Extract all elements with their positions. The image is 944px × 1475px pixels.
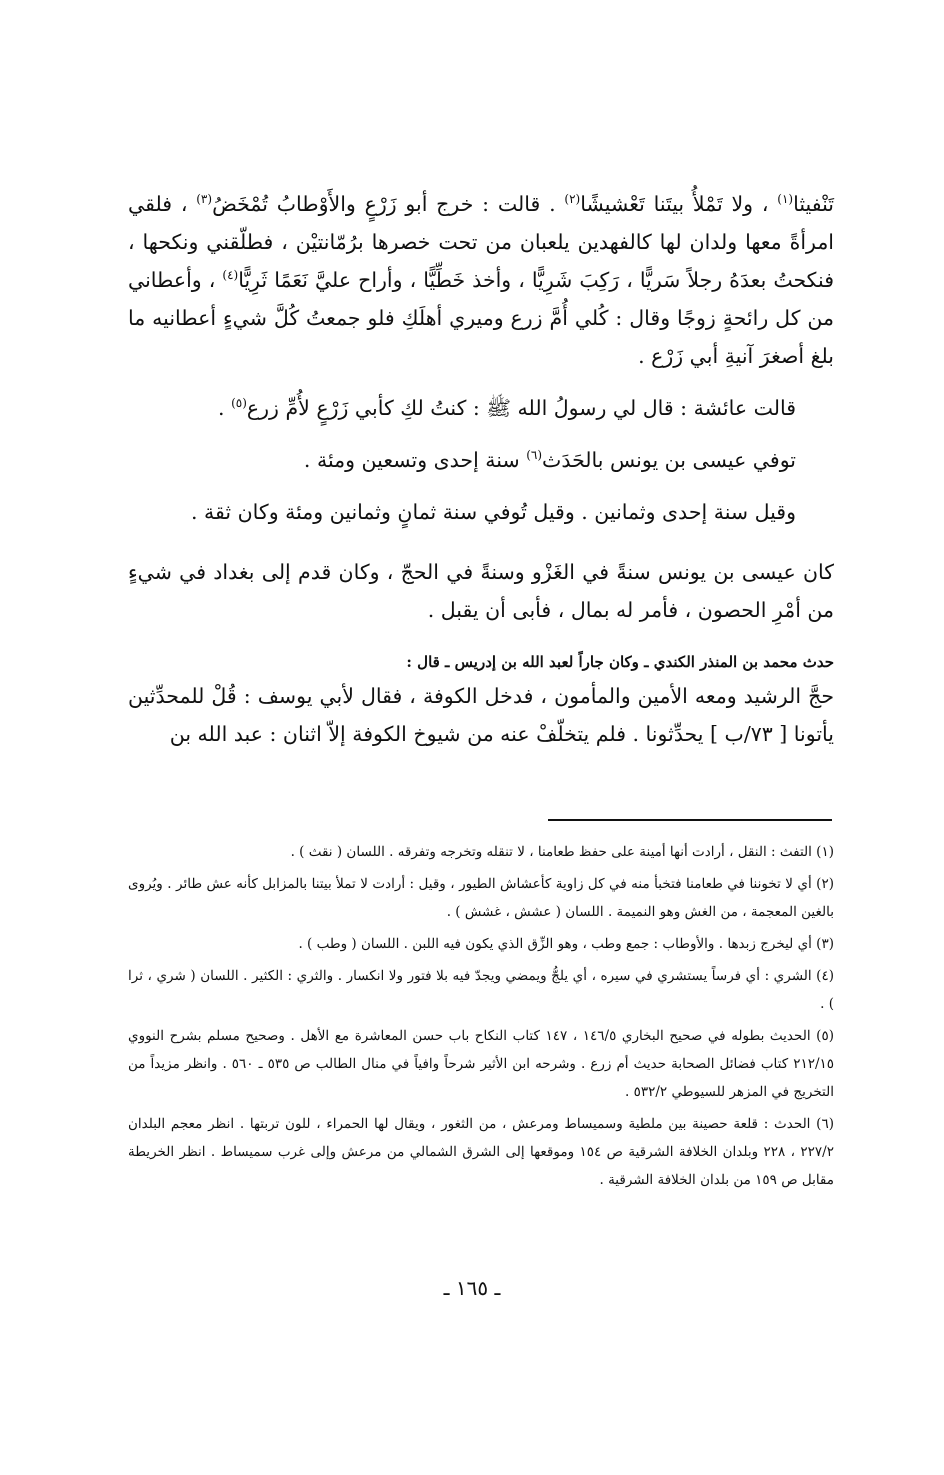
paragraph-um-zar-story [128, 185, 834, 375]
footnote-2: (٢) أي لا تخوننا في طعامنا فتخبأ منه في كل زاوية كأعشاش الطيور ، وقيل : أرادت لا تملأ بيتنا بالمزابل كأنه عش طائر . ويُروى بالغين المعجمة ، من الغش وهو النميمة . اللسان ( عشش ، غشش ) . [128, 876, 834, 920]
text-run: سنة إحدى وتسعين ومئة . [303, 448, 527, 472]
footnote-marker: (٦) [526, 448, 543, 463]
text-run: قالت عائشة : قال لي رسولُ الله ﷺ : كنتُ لكِ كأبي زَرْعٍ لأُمِّ زرع [246, 396, 796, 420]
footnote-divider [548, 819, 832, 821]
text-run: توفي عيسى بن يونس بالحَدَث [542, 448, 796, 472]
paragraph-alternate-dates: وقيل سنة إحدى وثمانين . وقيل تُوفي سنة ثمانٍ وثمانين ومئة وكان ثقة . [191, 500, 796, 524]
paragraph-death-date [128, 441, 796, 479]
footnote-6: (٦) الحدث : قلعة حصينة بين ملطية وسميساط ومرعش ، من الثغور ، ويقال لها الحمراء ، للون تربتها . انظر معجم البلدان ٢٢٧/٢ ، ٢٢٨ وبلدان الخلافة الشرقية ص ١٥٤ وموقعها إلى الشرق الشمالي من مرعش وإلى غرب سميساط . انظر الخريطة مقابل ص ١٥٩ من بلدان الخلافة الشرقية . [128, 1116, 834, 1188]
text-run: . قالت : خرج أبو زَرْعٍ والأَوْطابُ تُمْخَضُ [212, 192, 565, 216]
text-run: تَنْفيثا [793, 192, 834, 216]
paragraph-aisha-quote [128, 389, 796, 427]
text-run: ، وأعطاني من كل رائحةٍ زوجًا وقال : كُلي أُمَّ زرع وميري أهلَكِ فلو جمعتُ كُلَّ شيءٍ أعطانيه ما بلغ أصغرَ آنيةِ أبي زَرْع . [128, 268, 834, 368]
paragraph-isa-biography: كان عيسى بن يونس سنةً في الغَزْو وسنةً في الحجّ ، وكان قدم إلى بغداد في شيءٍ من أمْرِ الحصون ، فأمر له بمال ، فأبى أن يقبل . [128, 560, 834, 622]
text-run: ، فلقي امرأةً معها ولدان لها كالفهدين يلعبان من تحت خصرها برُمّانتيْن ، فطلّقني ونكحها ، فنكحتُ بعدَهُ رجلاً سَريًّا ، رَكِبَ شَرِيًّا ، وأخذ خَطِّيًّا ، وأراح عليَّ نَعَمًا ثَرِيًّا [128, 192, 834, 292]
footnote-3: (٣) أي ليخرج زبدها . والأوطاب : جمع وطب ، وهو الزِّق الذي يكون فيه اللبن . اللسان ( وطب ) . [298, 936, 834, 952]
paragraph-rashid-pilgrimage: حجَّ الرشيد ومعه الأمين والمأمون ، فدخل الكوفة ، فقال لأبي يوسف : قُلْ للمحدِّثين يأتونا [ ٧٣/ب ] يحدِّثونا . فلم يتخلّفْ عنه من شيوخ الكوفة إلاّ اثنان : عبد الله بن [128, 684, 834, 746]
footnote-marker: (١) [777, 192, 794, 207]
narrator-line: حدث محمد بن المنذر الكندي ـ وكان جاراً لعبد الله بن إدريس ـ قال : [406, 653, 834, 671]
footnotes [128, 838, 834, 1198]
footnote-1: (١) التفث : النقل ، أرادت أنها أمينة على حفظ طعامنا ، لا تنقله وتخرجه وتفرقه . اللسان ( نقث ) . [290, 844, 834, 860]
text-run: ، ولا تَمْلأُ بيتَنا تَعْشيشًا [580, 192, 778, 216]
footnote-5: (٥) الحديث بطوله في صحيح البخاري ١٤٦/٥ ، ١٤٧ كتاب النكاح باب حسن المعاشرة مع الأهل . وصحيح مسلم بشرح النووي ٢١٢/١٥ كتاب فضائل الصحابة حديث أم زرع . وشرحه ابن الأثير شرحاً وافياً في منال الطالب ص ٥٣٥ ـ ٥٦٠ . وانظر مزيداً من التخريج في المزهر للسيوطي ٥٣٢/٢ . [128, 1028, 834, 1100]
footnote-marker: (٢) [564, 192, 581, 207]
footnote-4: (٤) الشري : أي فرساً يستشري في سيره ، أي يلجُّ ويمضي ويجدّ فيه بلا فتور ولا انكسار . والثري : الكثير . اللسان ( شري ، ثرا ) . [128, 968, 834, 1012]
footnote-marker: (٤) [222, 268, 239, 283]
page-number: ـ ١٦٥ ـ [443, 1276, 501, 1300]
footnote-marker: (٥) [231, 396, 247, 411]
main-text [128, 185, 834, 753]
footnote-marker: (٣) [196, 192, 213, 207]
text-run: . [218, 396, 232, 420]
